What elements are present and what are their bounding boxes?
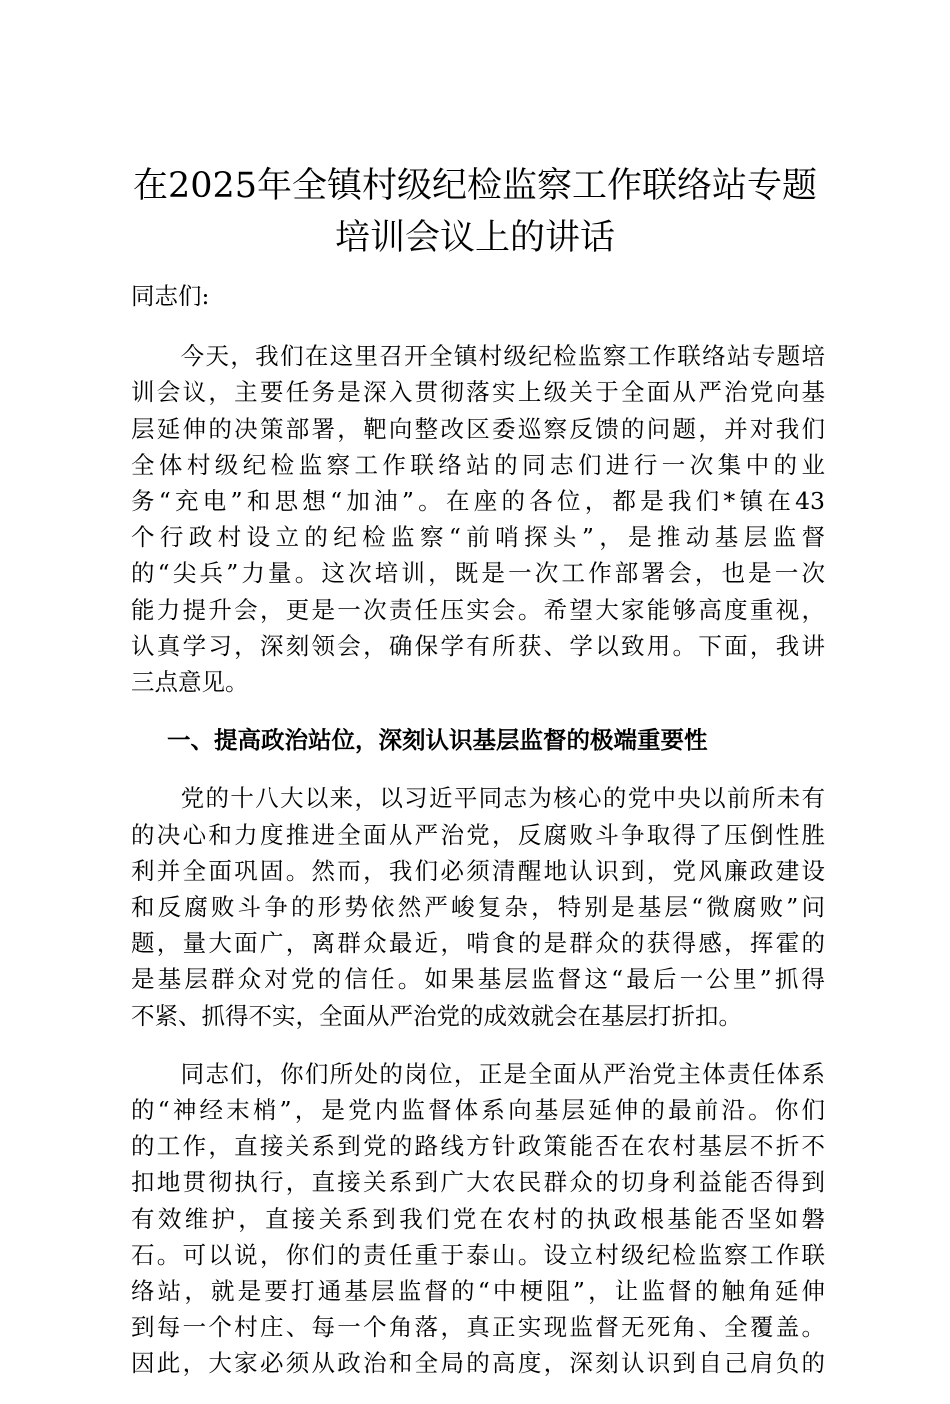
paragraph-1 — [131, 338, 825, 700]
paragraph-line: 的决心和力度推进全面从严治党，反腐败斗争取得了压倒性胜 — [131, 820, 825, 849]
paragraph-line: 扣地贯彻执行，直接关系到广大农民群众的切身利益能否得到 — [131, 1168, 825, 1197]
paragraph-line: 石。可以说，你们的责任重于泰山。设立村级纪检监察工作联 — [131, 1240, 825, 1269]
paragraph-line: 同志们，你们所处的岗位，正是全面从严治党主体责任体系 — [131, 1059, 825, 1088]
paragraph-line: 三点意见。 — [131, 668, 249, 697]
paragraph-line: 个行政村设立的纪检监察“前哨探头”，是推动基层监督 — [131, 523, 825, 552]
paragraph-line: 因此，大家必须从政治和全局的高度，深刻认识到自己肩负的 — [131, 1349, 825, 1378]
paragraph-line: 层延伸的决策部署，靶向整改区委巡察反馈的问题，并对我们 — [131, 414, 825, 443]
document-body — [131, 278, 825, 1404]
title-line-1: 在2025年全镇村级纪检监察工作联络站专题 — [132, 166, 818, 206]
paragraph-line: 全体村级纪检监察工作联络站的同志们进行一次集中的业 — [131, 450, 825, 479]
paragraph-line: 党的十八大以来，以习近平同志为核心的党中央以前所未有 — [131, 784, 825, 813]
title-line-2: 培训会议上的讲话 — [334, 218, 615, 258]
paragraph-line: 有效维护，直接关系到我们党在农村的执政根基能否坚如磐 — [131, 1204, 825, 1233]
paragraph-line: 题，量大面广，离群众最近，啃食的是群众的获得感，挥霍的 — [131, 929, 825, 958]
paragraph-line: 利并全面巩固。然而，我们必须清醒地认识到，党风廉政建设 — [131, 856, 825, 885]
paragraph-line: 不紧、抓得不实，全面从严治党的成效就会在基层打折扣。 — [131, 1001, 742, 1030]
section-heading-1: 一、提高政治站位，深刻认识基层监督的极端重要性 — [167, 726, 708, 755]
paragraph-line: 和反腐败斗争的形势依然严峻复杂，特别是基层“微腐败”问 — [131, 893, 825, 922]
paragraph-line: 能力提升会，更是一次责任压实会。希望大家能够高度重视， — [131, 595, 825, 624]
document-title — [100, 160, 850, 264]
paragraph-2 — [131, 780, 825, 1033]
paragraph-line: 认真学习，深刻领会，确保学有所获、学以致用。下面，我讲 — [131, 631, 825, 660]
paragraph-line: 到每一个村庄、每一个角落，真正实现监督无死角、全覆盖。 — [131, 1313, 825, 1342]
paragraph-line: 的工作，直接关系到党的路线方针政策能否在农村基层不折不 — [131, 1132, 825, 1161]
paragraph-line: 是基层群众对党的信任。如果基层监督这“最后一公里”抓得 — [131, 965, 825, 994]
paragraph-line: 络站，就是要打通基层监督的“中梗阻”，让监督的触角延伸 — [131, 1277, 825, 1306]
paragraph-line: 训会议，主要任务是深入贯彻落实上级关于全面从严治党向基 — [131, 378, 825, 407]
paragraph-line: 的“尖兵”力量。这次培训，既是一次工作部署会，也是一次 — [131, 559, 825, 588]
salutation: 同志们: — [131, 282, 210, 310]
paragraph-line: 今天，我们在这里召开全镇村级纪检监察工作联络站专题培 — [131, 342, 825, 371]
paragraph-line: 务“充电”和思想“加油”。在座的各位，都是我们*镇在43 — [131, 487, 825, 516]
paragraph-3 — [131, 1056, 825, 1382]
paragraph-line: 的“神经末梢”，是党内监督体系向基层延伸的最前沿。你们 — [131, 1096, 825, 1125]
